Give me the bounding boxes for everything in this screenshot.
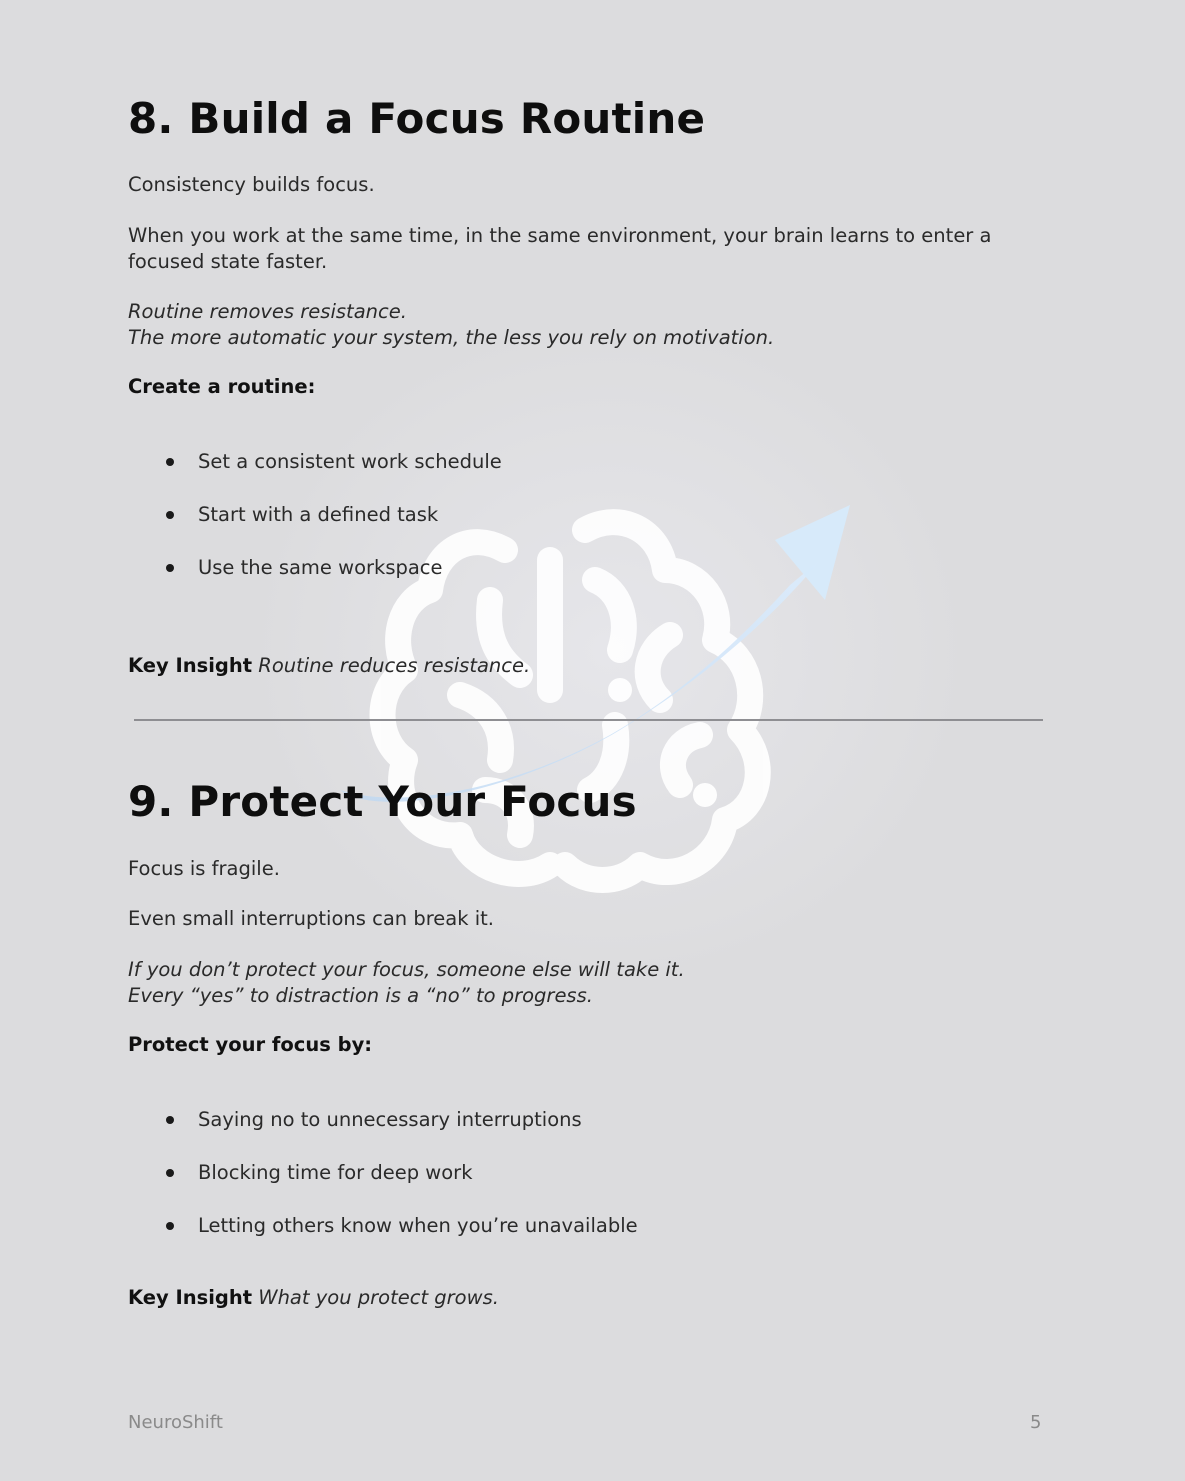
section-8-key-insight: [128, 654, 530, 677]
section-8-title: 8. Build a Focus Routine: [128, 94, 706, 143]
bullet-dot-icon: [166, 1169, 174, 1177]
section-9-bullet-list: [162, 1107, 638, 1266]
footer-brand: NeuroShift: [128, 1412, 223, 1433]
section-8-paragraph-2: When you work at the same time, in the same environment, your brain learns to enter a focused state faster.: [128, 224, 992, 273]
bullet-dot-icon: [166, 511, 174, 519]
list-item: Start with a defined task: [162, 502, 502, 555]
key-insight-label: Key Insight: [128, 654, 253, 677]
key-insight-text: What you protect grows.: [258, 1286, 499, 1309]
section-9-quote: [128, 957, 1028, 1009]
list-item: Blocking time for deep work: [162, 1160, 638, 1213]
section-9-title: 9. Protect Your Focus: [128, 777, 637, 826]
key-insight-text: Routine reduces resistance.: [258, 654, 531, 677]
section-9-paragraph-2: Even small interruptions can break it.: [128, 907, 495, 930]
list-item: Use the same workspace: [162, 555, 502, 608]
section-8-list-label: Create a routine:: [128, 375, 316, 398]
section-8-quote-line-2: The more automatic your system, the less you rely on motivation.: [128, 326, 775, 349]
list-item: Set a consistent work schedule: [162, 449, 502, 502]
section-8-bullet-list: [162, 449, 502, 608]
list-item: Saying no to unnecessary interruptions: [162, 1107, 638, 1160]
key-insight-label: Key Insight: [128, 1286, 253, 1309]
section-divider: [134, 719, 1043, 721]
list-item: Letting others know when you’re unavailable: [162, 1213, 638, 1266]
section-9-paragraph-1: Focus is fragile.: [128, 857, 280, 880]
bullet-dot-icon: [166, 1222, 174, 1230]
section-9-key-insight: [128, 1286, 499, 1309]
bullet-dot-icon: [166, 564, 174, 572]
bullet-dot-icon: [166, 1116, 174, 1124]
section-8-paragraph-1: Consistency builds focus.: [128, 173, 375, 196]
section-9-quote-line-2: Every “yes” to distraction is a “no” to progress.: [128, 984, 593, 1007]
section-8-quote: [128, 299, 1028, 351]
section-9-quote-line-1: If you don’t protect your focus, someone else will take it.: [128, 958, 685, 981]
section-9-list-label: Protect your focus by:: [128, 1033, 373, 1056]
bullet-dot-icon: [166, 458, 174, 466]
section-8-quote-line-1: Routine removes resistance.: [128, 300, 407, 323]
page-number: 5: [1030, 1412, 1042, 1433]
